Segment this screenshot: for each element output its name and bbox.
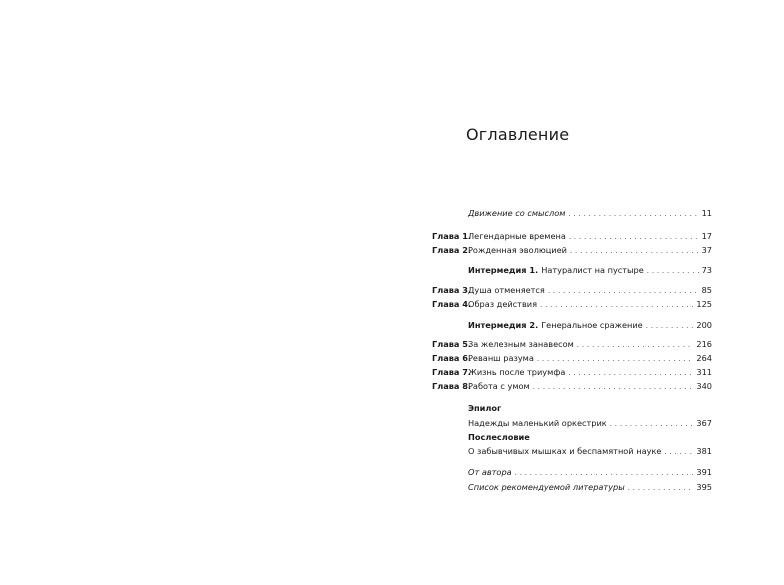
- toc-page-number: 125: [696, 299, 712, 309]
- toc-entry: [468, 319, 712, 332]
- toc-section-heading: Послесловие: [468, 432, 530, 442]
- toc-leader-dots: [537, 353, 693, 366]
- toc-page-number: 311: [696, 367, 712, 377]
- toc-entry-title: Генеральное сражение: [541, 320, 643, 330]
- toc-page-number: 340: [696, 381, 712, 391]
- toc-leader-dots: [533, 381, 694, 394]
- toc-entry-title: Список рекомендуемой литературы: [468, 482, 625, 492]
- toc-page-number: 367: [696, 418, 712, 428]
- toc-entry: [468, 207, 712, 220]
- toc-leader-dots: [569, 231, 699, 244]
- toc-entry-title: Жизнь после триумфа: [468, 367, 566, 377]
- toc-entry: [468, 230, 712, 243]
- toc-page-number: 216: [696, 339, 712, 349]
- toc-entry-title: Натуралист на пустыре: [541, 265, 644, 275]
- toc-entry: [468, 352, 712, 365]
- toc-page-number: 395: [696, 482, 712, 492]
- toc-entry: [468, 417, 712, 430]
- toc-page-number: 200: [696, 320, 712, 330]
- toc-chapter-number: Глава 3.: [432, 285, 472, 295]
- toc-chapter-number: Глава 8.: [432, 381, 472, 391]
- toc-entry-title: Образ действия: [468, 299, 538, 309]
- toc-page-number: 381: [696, 446, 712, 456]
- toc-interlude-label: Интермедия 2.: [468, 320, 539, 330]
- toc-entry-title: Работа с умом: [468, 381, 530, 391]
- toc-chapter-number: Глава 1.: [432, 231, 472, 241]
- toc-entry-title: Легендарные времена: [468, 231, 566, 241]
- toc-entry: [468, 481, 712, 494]
- toc-entry: [468, 298, 712, 311]
- toc-interlude-label: Интермедия 1.: [468, 265, 539, 275]
- toc-chapter-number: Глава 7.: [432, 367, 472, 377]
- toc-entry-title: Рожденная эволюцией: [468, 245, 567, 255]
- toc-entry-title: За железным занавесом: [468, 339, 574, 349]
- toc-entry: [468, 366, 712, 379]
- toc-entry: [468, 445, 712, 458]
- toc-entry-title: Надежды маленький оркестрик: [468, 418, 607, 428]
- toc-leader-dots: [577, 339, 694, 352]
- toc-entry-title: О забывчивых мышках и беспамятной науке: [468, 446, 662, 456]
- toc-entry: [468, 264, 712, 277]
- toc-chapter-number: Глава 4.: [432, 299, 472, 309]
- page-title: Оглавление: [466, 125, 570, 144]
- toc-entry: [468, 338, 712, 351]
- toc-leader-dots: [568, 208, 698, 221]
- toc-leader-dots: [515, 467, 694, 480]
- toc-page-number: 391: [696, 467, 712, 477]
- toc-entry: [468, 466, 712, 479]
- toc-chapter-number: Глава 2.: [432, 245, 472, 255]
- toc-entry: [468, 244, 712, 257]
- toc-entry-title: Движение со смыслом: [468, 208, 566, 218]
- toc-entry: [468, 284, 712, 297]
- toc-page-number: 17: [701, 231, 712, 241]
- toc-entry-title: Реванш разума: [468, 353, 534, 363]
- toc-leader-dots: [647, 265, 699, 278]
- toc-leader-dots: [664, 446, 693, 459]
- toc-page-number: 11: [701, 208, 712, 218]
- toc-entry-title: Душа отменяется: [468, 285, 545, 295]
- toc-leader-dots: [548, 285, 699, 298]
- toc-leader-dots: [568, 367, 693, 380]
- toc-section-heading: Эпилог: [468, 403, 502, 413]
- toc-chapter-number: Глава 6.: [432, 353, 472, 363]
- toc-entry: [468, 380, 712, 393]
- toc-leader-dots: [646, 320, 694, 333]
- toc-leader-dots: [628, 482, 694, 495]
- toc-page-number: 264: [696, 353, 712, 363]
- toc-chapter-number: Глава 5.: [432, 339, 472, 349]
- toc-page-number: 73: [701, 265, 712, 275]
- toc-page-number: 37: [701, 245, 712, 255]
- toc-page-number: 85: [701, 285, 712, 295]
- toc-leader-dots: [540, 299, 693, 312]
- toc-entry-title: От автора: [468, 467, 512, 477]
- toc-leader-dots: [610, 418, 694, 431]
- toc-leader-dots: [570, 245, 699, 258]
